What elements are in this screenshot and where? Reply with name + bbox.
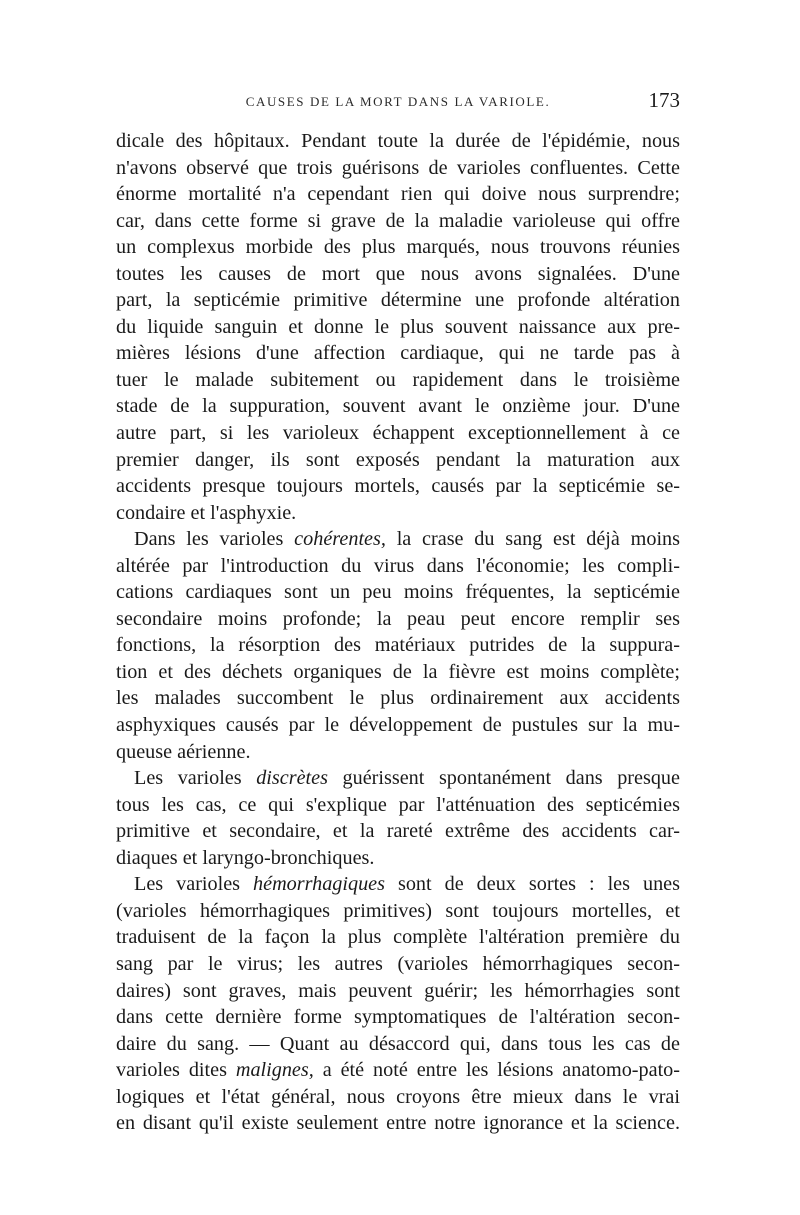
page-header — [116, 88, 680, 118]
text-line: n'avons observé que trois guérisons de varioles confluentes. Cette — [116, 156, 680, 179]
text-line — [116, 871, 680, 898]
text-line: car, dans cette forme si grave de la maladie varioleuse qui offre — [116, 209, 680, 232]
text-line: accidents presque toujours mortels, causés par la septicémie se- — [116, 475, 680, 498]
text-line: primitive et secondaire, et la rareté extrême des accidents car- — [116, 820, 680, 843]
text-line: les malades succombent le plus ordinairement aux accidents — [116, 687, 680, 710]
text-line: toutes les causes de mort que nous avons signalées. D'une — [116, 262, 680, 285]
text-line: stade de la suppuration, souvent avant le onzième jour. D'une — [116, 395, 680, 418]
text-fragment: Dans les varioles — [134, 528, 295, 551]
text-line: cations cardiaques sont un peu moins fréquentes, la septicémie — [116, 581, 680, 604]
text-line: condaire et l'asphyxie. — [116, 501, 297, 524]
text-line: fonctions, la résorption des matériaux putrides de la suppura- — [116, 634, 680, 657]
emphasis-cohérentes: cohérentes, — [294, 528, 386, 551]
emphasis-malignes: malignes, — [235, 1059, 314, 1082]
text-line: logiques et l'état général, nous croyons être mieux dans le vrai — [116, 1085, 680, 1108]
text-fragment: Les varioles — [134, 767, 257, 790]
text-line: altérée par l'introduction du virus dans l'économie; les compli- — [116, 554, 680, 577]
text-line: part, la septicémie primitive détermine une profonde altération — [116, 289, 680, 312]
text-line: énorme mortalité n'a cependant rien qui doive nous surprendre; — [116, 183, 680, 206]
text-line: sang par le virus; les autres (varioles hémorrhagiques secon- — [116, 952, 680, 975]
emphasis-hémorrhagiques: hémorrhagiques — [253, 873, 385, 896]
text-fragment: la crase du sang est déjà moins — [385, 528, 681, 551]
text-line — [116, 765, 680, 792]
paragraph-4 — [116, 871, 680, 1136]
text-line: queuse aérienne. — [116, 740, 251, 763]
text-line: tion et des déchets organiques de la fièvre est moins complète; — [116, 660, 680, 683]
text-line: (varioles hémorrhagiques primitives) sont toujours mortelles, et — [116, 899, 680, 922]
page-number: 173 — [648, 88, 680, 112]
text-line: daires) sont graves, mais peuvent guérir; les hémorrhagies sont — [116, 979, 680, 1002]
body-text — [116, 128, 680, 1137]
text-line: diaques et laryngo-bronchiques. — [116, 846, 375, 869]
text-fragment: Les varioles — [134, 873, 254, 896]
emphasis-discrètes: discrètes — [256, 767, 328, 790]
text-line — [116, 526, 680, 553]
text-line: traduisent de la façon la plus complète l'altération première du — [116, 926, 680, 949]
text-line: secondaire moins profonde; la peau peut encore remplir ses — [116, 607, 680, 630]
paragraph-2 — [116, 526, 680, 765]
text-line: tous les cas, ce qui s'explique par l'atténuation des septicémies — [116, 793, 680, 816]
text-line: du liquide sanguin et donne le plus souvent naissance aux pre- — [116, 315, 680, 338]
text-line: dans cette dernière forme symptomatiques de l'altération secon- — [116, 1006, 680, 1029]
text-line: dicale des hôpitaux. Pendant toute la durée de l'épidémie, nous — [116, 130, 680, 152]
text-fragment: guérissent spontanément dans presque — [327, 767, 680, 790]
text-fragment: a été noté entre les lésions anatomo-pato- — [313, 1059, 680, 1082]
text-line: en disant qu'il existe seulement entre notre ignorance et la science. — [116, 1112, 680, 1135]
text-line: premier danger, ils sont exposés pendant la maturation aux — [116, 448, 680, 471]
text-line: tuer le malade subitement ou rapidement dans le troisième — [116, 368, 680, 391]
text-fragment: varioles dites — [116, 1059, 236, 1082]
text-line: mières lésions d'une affection cardiaque, qui ne tarde pas à — [116, 342, 680, 365]
text-line: un complexus morbide des plus marqués, nous trouvons réunies — [116, 236, 680, 259]
running-title: CAUSES DE LA MORT DANS LA VARIOLE. — [245, 94, 551, 109]
text-fragment: sont de deux sortes : les unes — [385, 873, 680, 896]
text-line — [116, 1057, 680, 1084]
text-line: daire du sang. — Quant au désaccord qui, dans tous les cas de — [116, 1032, 680, 1055]
paragraph-1 — [116, 128, 680, 526]
text-line: asphyxiques causés par le développement de pustules sur la mu- — [116, 714, 680, 737]
paragraph-3 — [116, 765, 680, 871]
text-line: autre part, si les varioleux échappent exceptionnellement à ce — [116, 422, 680, 445]
